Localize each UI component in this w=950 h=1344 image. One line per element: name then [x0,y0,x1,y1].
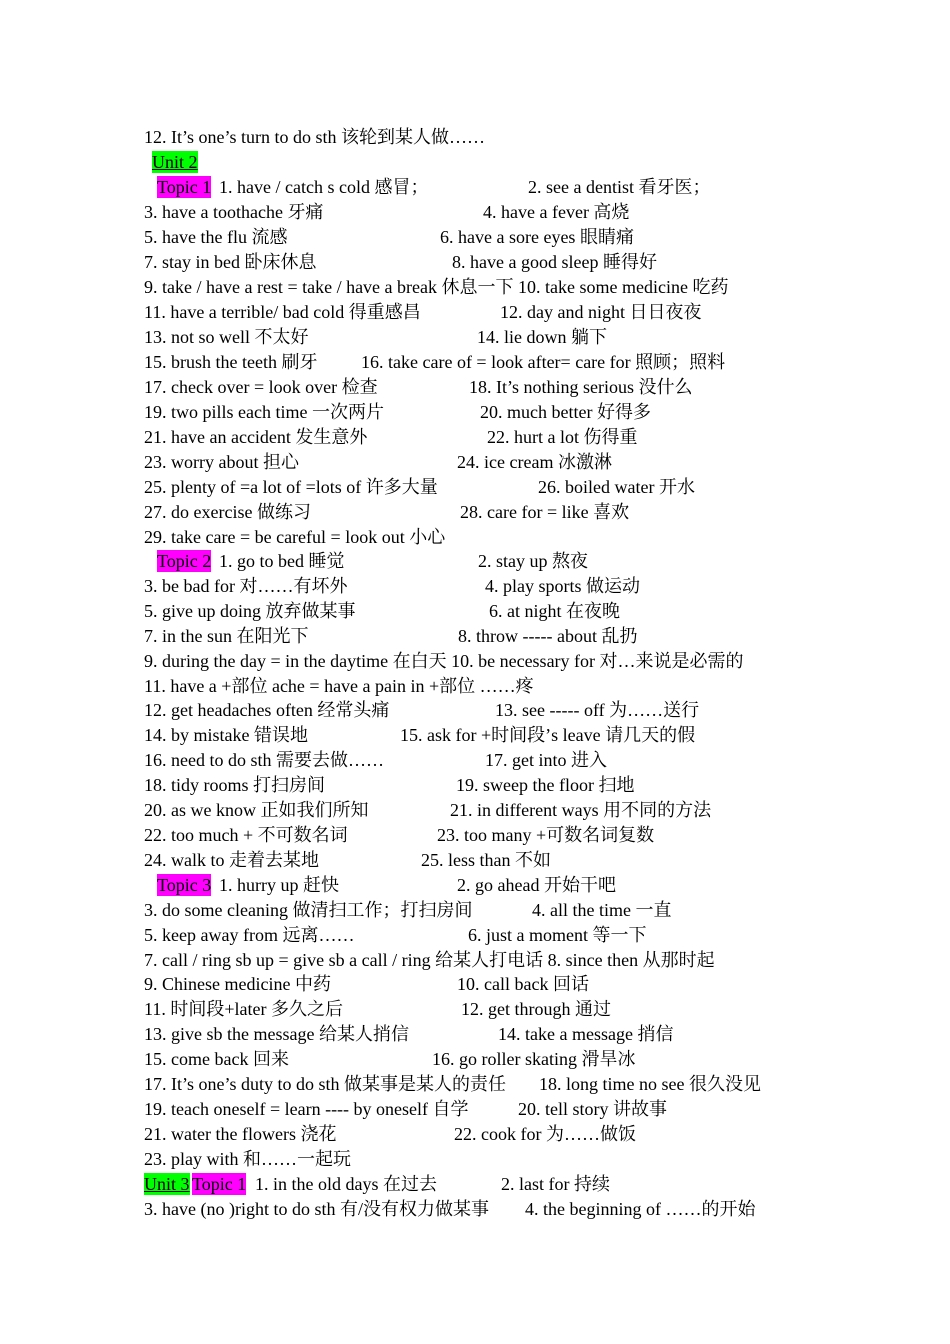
phrase: 2. last for 持续 [501,1174,610,1194]
phrase: 7. in the sun 在阳光下 [144,626,309,646]
phrase: 23. worry about 担心 [144,452,299,472]
topic-label: Topic 1 [192,1174,247,1194]
phrase: 28. care for = like 喜欢 [460,502,630,522]
phrase: 18. long time no see 很久没见 [539,1074,761,1094]
phrase: 21. in different ways 用不同的方法 [450,800,712,820]
unit-label: Unit 2 [152,152,198,172]
phrase: 24. ice cream 冰激淋 [457,452,612,472]
phrase: 22. too much + 不可数名词 [144,825,348,845]
phrase: 3. have a toothache 牙痛 [144,202,324,222]
phrase: 6. have a sore eyes 眼睛痛 [440,227,634,247]
phrase: 21. have an accident 发生意外 [144,427,368,447]
phrase: 2. go ahead 开始干吧 [457,875,616,895]
phrase: 4. all the time 一直 [532,900,672,920]
phrase: 4. have a fever 高烧 [483,202,630,222]
phrase: 6. just a moment 等一下 [468,925,647,945]
phrase: 14. by mistake 错误地 [144,725,308,745]
phrase: 20. as we know 正如我们所知 [144,800,369,820]
phrase: 9. Chinese medicine 中药 [144,974,331,994]
phrase: 15. brush the teeth 刷牙 [144,352,318,372]
phrase: 22. cook for 为……做饭 [454,1124,636,1144]
phrase: 11. 时间段+later 多久之后 [144,999,343,1019]
phrase: 18. It’s nothing serious 没什么 [469,377,693,397]
phrase: 26. boiled water 开水 [538,477,695,497]
phrase: 12. day and night 日日夜夜 [500,302,702,322]
phrase: 11. have a +部位 ache = have a pain in +部位 ……疼 [144,676,534,696]
phrase: 23. play with 和……一起玩 [144,1149,351,1169]
phrase: 16. take care of = look after= care for 照顾；照料 [361,352,726,372]
phrase: 11. have a terrible/ bad cold 得重感昌 [144,302,421,322]
phrase: 14. take a message 捎信 [498,1024,674,1044]
phrase: 17. check over = look over 检查 [144,377,378,397]
phrase: 12. get headaches often 经常头痛 [144,700,390,720]
phrase: 3. do some cleaning 做清扫工作；打扫房间 [144,900,473,920]
phrase: 17. get into 进入 [485,750,607,770]
phrase: 1. have / catch s cold 感冒； [219,177,429,197]
phrase: 5. give up doing 放弃做某事 [144,601,356,621]
phrase: 25. less than 不如 [421,850,551,870]
phrase: 1. in the old days 在过去 [255,1174,437,1194]
phrase: 7. stay in bed 卧床休息 [144,252,317,272]
phrase: 27. do exercise 做练习 [144,502,311,522]
phrase: 29. take care = be careful = look out 小心 [144,527,446,547]
topic-label: Topic 3 [157,875,212,895]
phrase: 23. too many +可数名词复数 [437,825,655,845]
phrase: 5. keep away from 远离…… [144,925,355,945]
phrase: 17. It’s one’s duty to do sth 做某事是某人的责任 [144,1074,507,1094]
phrase: 19. teach oneself = learn ---- by oneself 自学 [144,1099,469,1119]
phrase: 3. be bad for 对……有坏外 [144,576,348,596]
phrase: 20. tell story 讲故事 [518,1099,667,1119]
phrase: 12. It’s one’s turn to do sth 该轮到某人做…… [144,127,485,147]
phrase: 1. hurry up 赶快 [219,875,339,895]
phrase: 22. hurt a lot 伤得重 [487,427,638,447]
phrase: 19. sweep the floor 扫地 [456,775,635,795]
phrase: 4. play sports 做运动 [485,576,640,596]
phrase: 6. at night 在夜晚 [489,601,620,621]
phrase: 16. go roller skating 滑旱冰 [432,1049,636,1069]
phrase: 1. go to bed 睡觉 [219,551,345,571]
topic-label: Topic 2 [157,551,212,571]
phrase: 21. water the flowers 浇花 [144,1124,337,1144]
phrase: 2. see a dentist 看牙医； [528,177,711,197]
phrase: 3. have (no )right to do sth 有/没有权力做某事 [144,1199,489,1219]
phrase: 18. tidy rooms 打扫房间 [144,775,326,795]
phrase: 8. throw ----- about 乱扔 [458,626,638,646]
phrase: 8. have a good sleep 睡得好 [452,252,657,272]
phrase: 13. see ----- off 为……送行 [495,700,700,720]
phrase: 15. come back 回来 [144,1049,289,1069]
phrase: 7. call / ring sb up = give sb a call / ring 给某人打电话 8. since then 从那时起 [144,950,715,970]
phrase: 14. lie down 躺下 [477,327,607,347]
phrase: 12. get through 通过 [461,999,611,1019]
phrase: 19. two pills each time 一次两片 [144,402,384,422]
phrase: 25. plenty of =a lot of =lots of 许多大量 [144,477,438,497]
phrase: 16. need to do sth 需要去做…… [144,750,384,770]
unit-label: Unit 3 [144,1174,190,1194]
phrase: 13. give sb the message 给某人捎信 [144,1024,409,1044]
phrase: 24. walk to 走着去某地 [144,850,319,870]
phrase: 2. stay up 熬夜 [478,551,588,571]
phrase: 13. not so well 不太好 [144,327,309,347]
phrase: 15. ask for +时间段’s leave 请几天的假 [400,725,696,745]
phrase: 10. call back 回话 [457,974,589,994]
phrase: 9. during the day = in the daytime 在白天 10. be necessary for 对…来说是必需的 [144,651,744,671]
phrase: 4. the beginning of ……的开始 [525,1199,756,1219]
phrase: 20. much better 好得多 [480,402,651,422]
phrase: 5. have the flu 流感 [144,227,288,247]
phrase: 9. take / have a rest = take / have a break 休息一下 10. take some medicine 吃药 [144,277,729,297]
topic-label: Topic 1 [157,177,212,197]
